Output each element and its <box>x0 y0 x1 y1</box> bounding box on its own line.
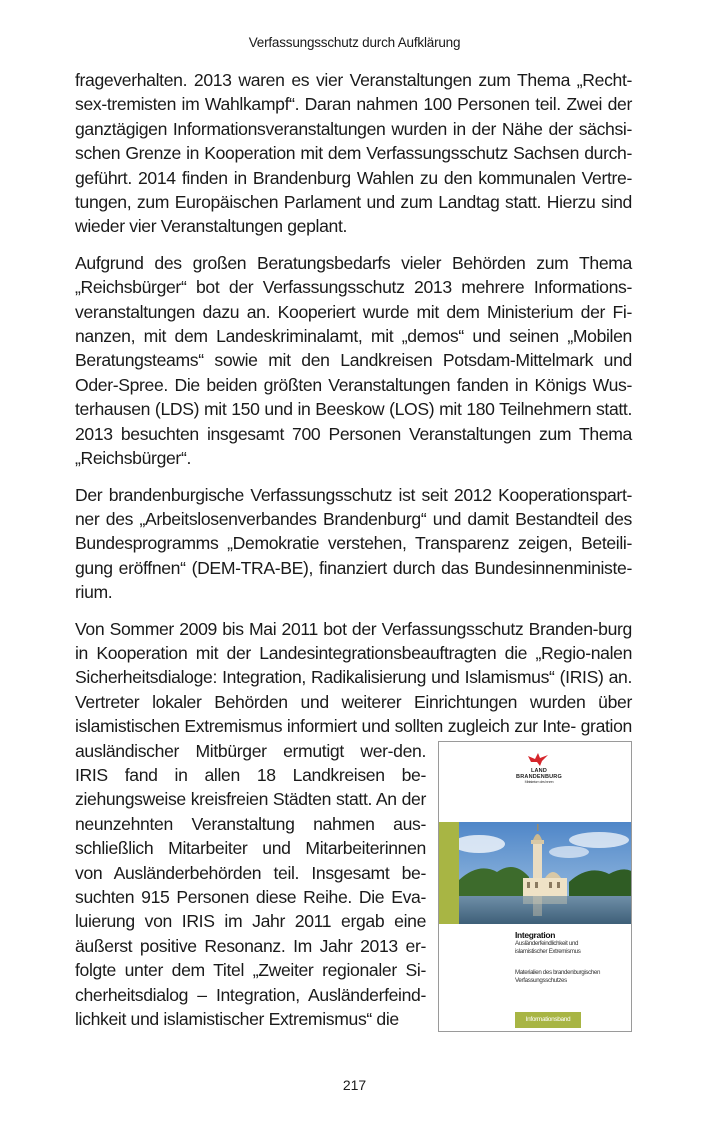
body-text <box>75 68 632 1043</box>
paragraph-4-wrap: gration ausländischer Mitbürger ermutigt wer-den. IRIS fand in allen 18 Landkreisen be-ziehungsweise kreisfreien Städten statt. An der neunzehnten Veranstaltung nahmen aus-schließlich Mitarbeiter und Mitarbeiterinnen von Ausländerbehörden teil. Insgesamt be-suchten 915 Personen diese Reihe. Die Eva-luierung von IRIS im Jahr 2011 ergab eine äußerst positive Resonanz. Im Jahr 2013 er-folgte unter dem Titel „Zweiter regionaler Si-cherheitsdialog – Integration, Ausländerfeind-lichkeit und islamistischer Extremismus“ die <box>75 716 632 1030</box>
paragraph-4 <box>75 617 632 1032</box>
paragraph-2: Aufgrund des großen Beratungsbedarfs vieler Behörden zum Thema „Reichsbürger“ bot der Verfassungsschutz 2013 mehrere Informations-veranstaltungen dazu an. Kooperiert wurde mit dem Ministerium der Fi-nanzen, mit dem Landeskriminalamt, mit „demos“ und seinen „Mobilen Beratungsteams“ sowie mit den Landkreisen Potsdam-Mittelmark und Oder-Spree. Die beiden größten Veranstaltungen fanden in Königs Wus-terhausen (LDS) mit 150 und in Beeskow (LOS) mit 180 Teilnehmern statt. 2013 besuchten insgesamt 700 Personen Veranstaltungen zum Thema „Reichsbürger“. <box>75 252 632 469</box>
logo-brandenburg: BRANDENBURG <box>516 773 562 780</box>
cover-subtitle-line-2: islamistischer Extremismus <box>515 948 581 956</box>
paragraph-1: frageverhalten. 2013 waren es vier Veranstaltungen zum Thema „Recht-sex-tremisten im Wahlkampf“. Daran nahmen 100 Personen teil. Zwei der ganztägigen Informationsveranstaltungen wurden in der Nähe der sächsi-schen Grenze in Kooperation mit dem Verfassungsschutz Sachsen durch-geführt. 2014 finden in Brandenburg Wahlen zu den kommunalen Vertre-tungen, zum Europäischen Parlament und zum Landtag statt. Hierzu sind wieder vier Veranstaltungen geplant. <box>75 70 632 237</box>
cover-subtitle-line-1: Ausländerfeindlichkeit und <box>515 939 579 947</box>
eagle-icon <box>526 750 552 768</box>
logo-land: LAND <box>530 767 548 774</box>
cover-accent-stripe <box>439 822 459 924</box>
logo-ministry: Ministerium des Innern <box>524 779 554 784</box>
cover-photo <box>459 822 632 924</box>
cover-series-line-2: Verfassungsschutzes <box>515 977 567 985</box>
cover-title: Integration <box>515 929 556 940</box>
brochure-cover-image <box>438 741 632 1032</box>
page-number: 217 <box>342 1077 367 1093</box>
cover-badge: Informationsband <box>515 1012 581 1028</box>
cover-text <box>515 930 629 986</box>
brandenburg-logo <box>509 750 569 785</box>
running-head: Verfassungsschutz durch Aufklärung <box>248 35 461 50</box>
paragraph-4-lead: Von Sommer 2009 bis Mai 2011 bot der Verfassungsschutz Branden-burg in Kooperation mit der Landesintegrationsbeauftragten die „Regio-nalen Sicherheitsdialoge: Integration, Radikalisierung und Islamismus“ (IRIS) an. Vertreter lokaler Behörden und weiterer Einrichtungen wurden über islamistischen Extremismus informiert und sollten zugleich zur Inte- <box>75 618 632 737</box>
cover-series-line-1: Materialien des brandenburgischen <box>515 968 601 976</box>
paragraph-3: Der brandenburgische Verfassungsschutz ist seit 2012 Kooperationspart-ner des „Arbeitslosenverbandes Brandenburg“ und damit Bestandteil des Bundesprogramms „Demokratie verstehen, Transparenz zeigen, Beteili-gung eröffnen“ (DEM-TRA-BE), finanziert durch das Bundesinnenministe-rium. <box>75 484 632 603</box>
